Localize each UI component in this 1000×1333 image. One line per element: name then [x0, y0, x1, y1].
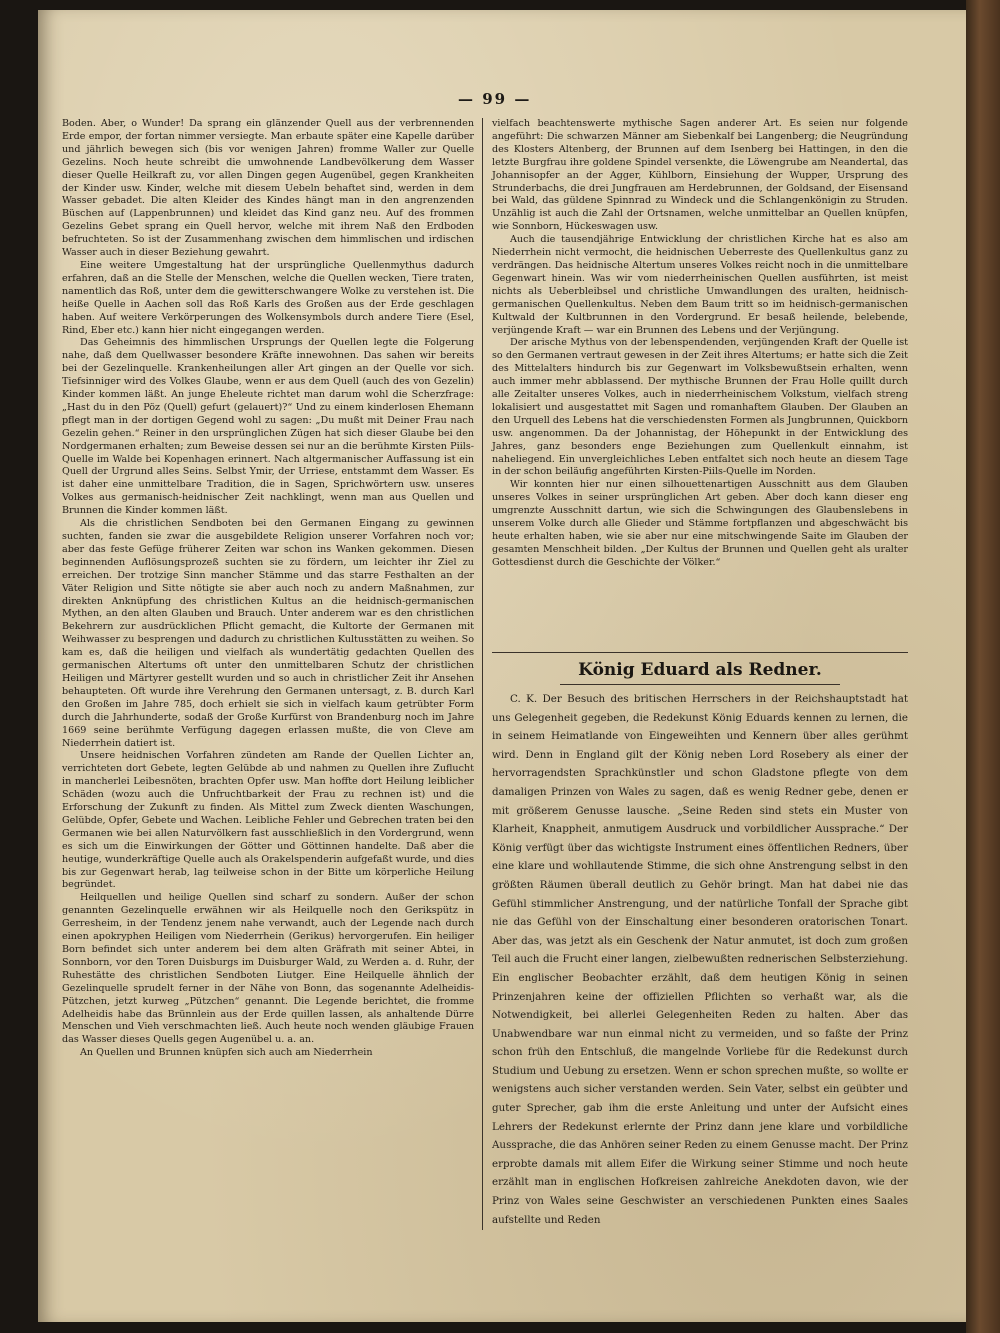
headline-underline [560, 684, 840, 685]
right-column [492, 118, 908, 570]
column-divider [482, 118, 483, 1230]
book-binding-edge [966, 0, 1000, 1333]
article-headline: König Eduard als Redner. [578, 660, 822, 680]
page-number: — 99 — [458, 90, 532, 108]
right-paragraph: Der arische Mythus von der lebenspendenden, verjüngenden Kraft der Quelle ist so den Germanen vertraut gewesen in der Zeit ihres Altertums; er hatte sich die Zeit des Mittelalters hindurch bis zur Gegenwart im Volksbewußtsein erhalten, wenn auch immer mehr abblassend. Der mythische Brunnen der Frau Holle quillt durch alle Zeitalter unseres Volkes, auch in niederrheinischem Volkstum, vielfach streng lokalisiert und ausgestattet mit Sagen und romanhaftem Glauben. Der Glauben an den Urquell des Lebens hat die verschiedensten Formen als Jungbrunnen, Quickborn usw. angenommen. Da der Johannistag, der Höhepunkt in der Entwicklung des Jahres, ganz besonders enge Beziehungen zum Quellenkult einnahm, ist naheliegend. Ein unvergleichliches Leben entfaltet sich noch heute an diesem Tage in der schon beiläufig angeführten Kirsten-Piils-Quelle im Norden. [492, 337, 908, 478]
left-paragraph: An Quellen und Brunnen knüpfen sich auch am Niederrhein [80, 1047, 373, 1059]
right-paragraph: Auch die tausendjährige Entwicklung der christlichen Kirche hat es also am Niederrhein nicht vermocht, die heidnischen Ueberreste des Quellenkultus ganz zu verdrängen. Das heidnische Altertum unseres Volkes reicht noch in die unmittelbare Gegenwart hinein. Was wir vom niederrheinischen Quellen ausführten, ist meist nichts als Ueberbleibsel und christliche Umwandlungen des uralten, heidnisch-germanischen Quellenkultus. Neben dem Baum tritt so im heidnisch-germanischen Kultwald der Kultbrunnen in den Vordergrund. Er besaß heilende, belebende, verjüngende Kraft — war ein Brunnen des Lebens und der Verjüngung. [492, 234, 908, 336]
section-divider [492, 652, 908, 653]
article-body [492, 690, 908, 1229]
left-paragraph: Boden. Aber, o Wunder! Da sprang ein glänzender Quell aus der verbrennenden Erde empor, der fortan nimmer versiegte. Man erbaute später eine Kapelle darüber und jährlich bewegen sich (bis vor wenigen Jahren) fromme Waller zur Quelle Gezelins. Noch heute schreibt die umwohnende Landbevölkerung dem Wasser dieser Quelle Heilkraft zu, vor allen Dingen gegen Augenübel, gegen Krankheiten der Kinder usw. Kinder, welche mit diesem Uebeln behaftet sind, werden in dem Wasser gebadet. Die alten Kleider des Kindes hängt man in den angrenzenden Büschen auf (Lappenbrunnen) und kleidet das Kind ganz neu. Auf des frommen Gezelins Gebet sprang ein Quell hervor, welche mit ihrem Naß den Erdboden befruchteten. So ist der Zusammenhang zwischen dem himmlischen und irdischen Wasser auch in dieser Beziehung gewahrt. [62, 118, 474, 259]
right-paragraph: vielfach beachtenswerte mythische Sagen anderer Art. Es seien nur folgende angeführt: Die schwarzen Männer am Siebenkalf bei Langenberg; die Neugründung des Klosters Altenberg, der Brunnen auf dem Isenberg bei Hattingen, in den die letzte Burgfrau ihre goldene Spindel versenkte, die Löwengrube am Neandertal, das Johannisopfer an der Agger, Kühlborn, Einsiehung der Wupper, Ursprung des Strunderbachs, die drei Jungfrauen am Herdebrunnen, der Goldsand, der Eisensand bei Wald, das güldene Spinnrad zu Windeck und die Schlangenkönigin zu Struden. Unzählig ist auch die Zahl der Ortsnamen, welche unmittelbar an Quellen knüpfen, wie Sonnborn, Hückeswagen usw. [492, 118, 908, 233]
left-column [62, 118, 474, 1060]
left-paragraph: Das Geheimnis des himmlischen Ursprungs der Quellen legte die Folgerung nahe, daß dem Quellwasser besondere Kräfte innewohnen. Das sahen wir bereits bei der Gezelinquelle. Krankenheilungen aller Art gingen an der Quelle vor sich. Tiefsinniger wird des Volkes Glaube, wenn er aus dem Quell (auch des von Gezelin) Kinder kommen läßt. An junge Eheleute richtet man darum wohl die Scherzfrage: „Hast du in den Pöz (Quell) gefurt (gelauert)?“ Und zu einem kinderlosen Ehemann pflegt man in der dortigen Gegend wohl zu sagen: „Du mußt mit Deiner Frau nach Gezelin gehen.“ Reiner in den ursprünglichen Zügen hat sich dieser Glaube bei den Nordgermanen erhalten; zum Beweise dessen sei nur an die berühmte Kirsten Piils-Quelle im Walde bei Kopenhagen erinnert. Nach altgermanischer Auffassung ist ein Quell der Urgrund alles Seins. Selbst Ymir, der Urriese, entstammt dem Wasser. Es ist daher eine unmittelbare Tradition, die in Sagen, Sprichwörtern usw. unseres Volkes aus germanisch-heidnischer Zeit nachklingt, wenn man aus Quellen und Brunnen die Kinder kommen läßt. [62, 337, 474, 517]
left-paragraph: Unsere heidnischen Vorfahren zündeten am Rande der Quellen Lichter an, verrichteten dort Gebete, legten Gelübde ab und nahmen zu Quellen ihre Zuflucht in mancherlei Leibesnöten, brachten Opfer usw. Man hoffte dort Heilung leiblicher Schäden (wozu auch die Unfruchtbarkeit der Frau zu rechnen ist) und die Erforschung der Zukunft zu finden. Als Mittel zum Zweck dienten Waschungen, Gelübde, Opfer, Gebete und Wachen. Leibliche Fehler und Gebrechen traten bei den Germanen wie bei allen Naturvölkern fast ausschließlich in den Vordergrund, wenn es sich um die Einwirkungen der Götter und Göttinnen handelte. Daß aber die heutige, wunderkräftige Quelle auch als Orakelspenderin aufgefaßt wurde, und dies bis zur Gegenwart herab, lag teilweise schon in der Bitte um körperliche Heilung begründet. [62, 750, 474, 891]
article-paragraph: C. K. Der Besuch des britischen Herrschers in der Reichshauptstadt hat uns Gelegenheit gegeben, die Redekunst König Eduards kennen zu lernen, die in seinem Heimatlande von Eingeweihten und Kennern über alles gerühmt wird. Denn in England gilt der König neben Lord Rosebery als einer der hervorragendsten Sprachkünstler und schon Gladstone pflegte von dem damaligen Prinzen von Wales zu sagen, daß es wenig Redner gebe, denen er mit größerem Genusse lausche. „Seine Reden sind stets ein Muster von Klarheit, Knappheit, anmutigem Ausdruck und vorbildlicher Aussprache.“ Der König verfügt über das wichtigste Instrument eines öffentlichen Redners, über eine klare und wohllautende Stimme, die sich ohne Anstrengung selbst in den größten Räumen überall deutlich zu Gehör bringt. Man hat dabei nie das Gefühl stimmlicher Anstrengung, und der natürliche Tonfall der Sprache gibt nie das Gefühl von der Einschaltung einer besonderen oratorischen Tonart. Aber das, was jetzt als ein Geschenk der Natur anmutet, ist doch zum großen Teil auch die Frucht einer langen, zielbewußten rednerischen Selbsterziehung. Ein englischer Beobachter erzählt, daß dem heutigen König in seinen Prinzenjahren keine der offiziellen Pflichten so verhaßt war, als die Notwendigkeit, bei allerlei Gelegenheiten Reden zu halten. Aber das Unabwendbare war nun einmal nicht zu vermeiden, und so faßte der Prinz schon früh den Entschluß, die mangelnde Vorliebe für die Redekunst durch Studium und Uebung zu ersetzen. Wenn er schon sprechen mußte, so wollte er wenigstens auch sicher verstanden werden. Sein Vater, selbst ein geübter und guter Sprecher, gab ihm die erste Anleitung und unter der Aufsicht eines Lehrers der Redekunst erlernte der Prinz dann jene klare und vorbildliche Aussprache, die das Anhören seiner Reden zu einem Genusse macht. Der Prinz erprobte damals mit allem Eifer die Wirkung seiner Stimme und noch heute erzählt man in englischen Hofkreisen zahlreiche Anekdoten davon, wie der Prinz von Wales seine Geschwister an verschiedenen Punkten eines Saales aufstellte und Reden [492, 693, 908, 1226]
right-paragraph: Wir konnten hier nur einen silhouettenartigen Ausschnitt aus dem Glauben unseres Volkes in seiner ursprünglichen Art geben. Aber doch kann dieser eng umgrenzte Ausschnitt dartun, wie sich die Schwingungen des Glaubenslebens in unserem Volke durch alle Glieder und Stämme fortpflanzen und abgeschwächt bis heute erhalten haben, wie sie aber nur eine mitschwingende Saite im Glauben der gesamten Menschheit bilden. „Der Kultus der Brunnen und Quellen geht als uralter Gottesdienst durch die Geschichte der Völker.“ [492, 479, 908, 568]
left-paragraph: Heilquellen und heilige Quellen sind scharf zu sondern. Außer der schon genannten Gezelinquelle erwähnen wir als Heilquelle noch den Gerikspütz in Gerresheim, in der Tendenz jenem nahe verwandt, auch der Legende nach durch einen apokryphen Heiligen vom Niederrhein (Gerikus) hervorgerufen. Ein heiliger Born befindet sich unter anderem bei dem alten Gräfrath mit seiner Abtei, in Sonnborn, vor den Toren Duisburgs im Duisburger Wald, zu Werden a. d. Ruhr, der Ruhestätte des christlichen Sendboten Liutger. Eine Heilquelle ähnlich der Gezelinquelle sprudelt ferner in der Nähe von Bonn, das sogenannte Adelheidis-Pützchen, jetzt kurweg „Pützchen“ genannt. Die Legende berichtet, die fromme Adelheidis habe das Brünnlein aus der Erde quillen lassen, als anhaltende Dürre Menschen und Vieh verschmachten ließ. Auch heute noch wenden gläubige Frauen das Wasser dieses Quells gegen Augenübel u. a. an. [62, 892, 474, 1046]
left-paragraph: Eine weitere Umgestaltung hat der ursprüngliche Quellenmythus dadurch erfahren, daß an die Stelle der Menschen, welche die Quellen wecken, Tiere traten, namentlich das Roß, unter dem die gewitterschwangere Wolke zu verstehen ist. Die heiße Quelle in Aachen soll das Roß Karls des Großen aus der Erde geschlagen haben. Auf weitere Verkörperungen des Wolkensymbols durch andere Tiere (Esel, Rind, Eber etc.) kann hier nicht eingegangen werden. [62, 259, 474, 336]
left-paragraph: Als die christlichen Sendboten bei den Germanen Eingang zu gewinnen suchten, fanden sie zwar die ausgebildete Religion unserer Vorfahren noch vor; aber das feste Gefüge früherer Zeiten war schon ins Wanken gekommen. Diesen beginnenden Auflösungsprozeß suchten sie zu fördern, um leichter ihr Ziel zu erreichen. Der trotzige Sinn mancher Stämme und das starre Festhalten an der Väter Religion und Sitte nötigte sie aber auch noch zu andern Maßnahmen, zur direkten Anknüpfung des christlichen Kultus an die heidnisch-germanischen Mythen, an den alten Glauben und Brauch. Unter anderem war es den christlichen Bekehrern zur ausdrücklichen Pflicht gemacht, die Kultorte der Germanen mit Weihwasser zu besprengen und dadurch zu christlichen Kultusstätten zu weihen. So kam es, daß die heiligen und vielfach als wundertätig gedachten Quellen des germanischen Altertums oft unter den unmittelbaren Schutz der christlichen Heiligen und Märtyrer gestellt wurden und so auch in christlicher Zeit ihr Ansehen behaupteten. Oft wurde ihre Verehrung den Germanen untersagt, z. B. durch Karl den Großen im Jahre 785, doch erhielt sie sich in vielfach kaum getrübter Form durch die Jahrhunderte, sodaß der Große Kurfürst von Brandenburg noch im Jahre 1669 seine berühmte Verfügung dagegen erlassen mußte, die von Cleve am Niederrhein datiert ist. [62, 518, 474, 749]
